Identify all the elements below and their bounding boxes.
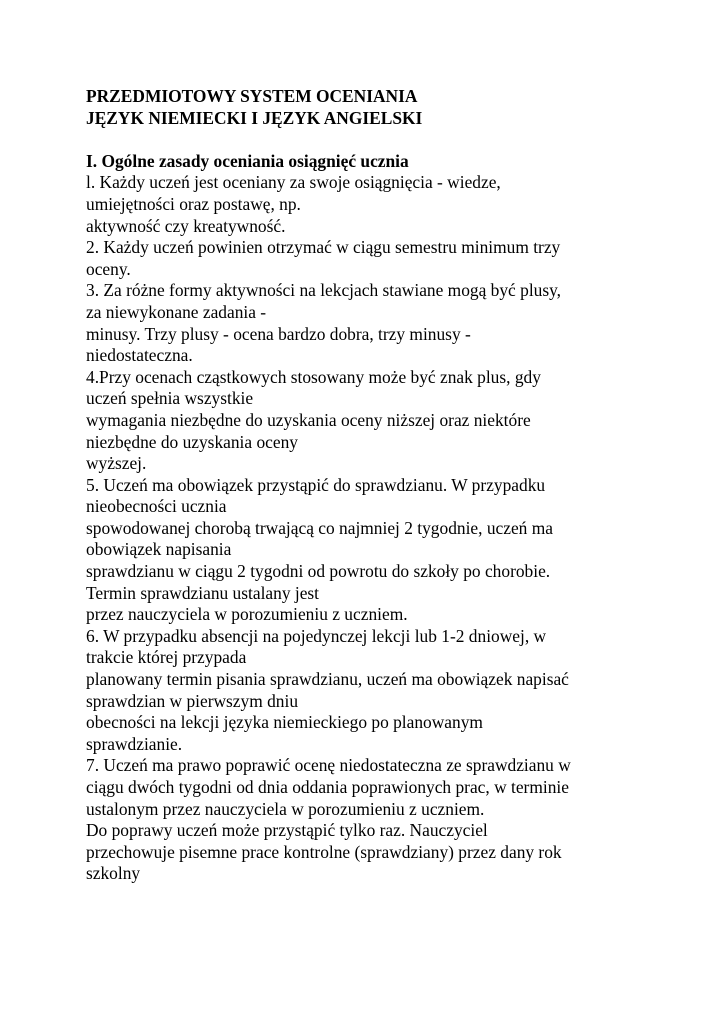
text-line: sprawdzianie. [86, 733, 183, 754]
document-title-line-2: JĘZYK NIEMIECKI I JĘZYK ANGIELSKI [86, 107, 423, 128]
text-line: nieobecności ucznia [86, 496, 227, 517]
text-line: 3. Za różne formy aktywności na lekcjach stawiane mogą być plusy, [86, 280, 562, 301]
text-line: obecności na lekcji języka niemieckiego po planowanym [86, 712, 483, 733]
text-line: 4.Przy ocenach cząstkowych stosowany może być znak plus, gdy [86, 366, 541, 387]
text-line: wymagania niezbędne do uzyskania oceny niższej oraz niektóre [86, 409, 531, 430]
section-heading: I. Ogólne zasady oceniania osiągnięć ucznia [86, 150, 409, 171]
text-line: aktywność czy kreatywność. [86, 215, 286, 236]
text-line: sprawdzianu w ciągu 2 tygodni od powrotu do szkoły po chorobie. [86, 561, 551, 582]
text-line: przez nauczyciela w porozumieniu z uczniem. [86, 604, 408, 625]
text-line: sprawdzian w pierwszym dniu [86, 690, 299, 711]
text-line: l. Każdy uczeń jest oceniany za swoje osiągnięcia - wiedze, [86, 172, 501, 193]
text-line: za niewykonane zadania - [86, 301, 267, 322]
text-line: trakcie której przypada [86, 647, 247, 668]
text-line: ciągu dwóch tygodni od dnia oddania poprawionych prac, w terminie [86, 777, 569, 797]
text-line: 5. Uczeń ma obowiązek przystąpić do sprawdzianu. W przypadku [86, 474, 546, 495]
text-line: spowodowanej chorobą trwającą co najmniej 2 tygodnie, uczeń ma [86, 517, 553, 538]
text-line: wyższej. [86, 453, 147, 474]
text-line: przechowuje pisemne prace kontrolne (sprawdziany) przez dany rok [86, 841, 562, 862]
text-line: szkolny [86, 863, 141, 884]
title-spacer [86, 129, 646, 151]
document-title-line-1: PRZEDMIOTOWY SYSTEM OCENIANIA [86, 86, 418, 106]
text-line: Do poprawy uczeń może przystąpić tylko raz. Nauczyciel [86, 820, 488, 841]
text-line: oceny. [86, 258, 131, 279]
text-line: niezbędne do uzyskania oceny [86, 431, 298, 452]
text-line: 6. W przypadku absencji na pojedynczej lekcji lub 1-2 dniowej, w [86, 625, 547, 646]
text-line: ustalonym przez nauczyciela w porozumieniu z uczniem. [86, 798, 485, 819]
text-line: planowany termin pisania sprawdzianu, uczeń ma obowiązek napisać [86, 669, 569, 690]
text-line: obowiązek napisania [86, 539, 232, 560]
text-line: Termin sprawdzianu ustalany jest [86, 582, 320, 603]
text-line: umiejętności oraz postawę, np. [86, 193, 301, 214]
text-line: 2. Każdy uczeń powinien otrzymać w ciągu semestru minimum trzy [86, 237, 561, 258]
document-body [86, 86, 646, 885]
text-line: minusy. Trzy plusy - ocena bardzo dobra, trzy minusy - [86, 323, 471, 344]
text-line: 7. Uczeń ma prawo poprawić ocenę niedostateczna ze sprawdzianu w [86, 755, 571, 776]
text-line: niedostateczna. [86, 345, 193, 366]
text-line: uczeń spełnia wszystkie [86, 388, 254, 409]
